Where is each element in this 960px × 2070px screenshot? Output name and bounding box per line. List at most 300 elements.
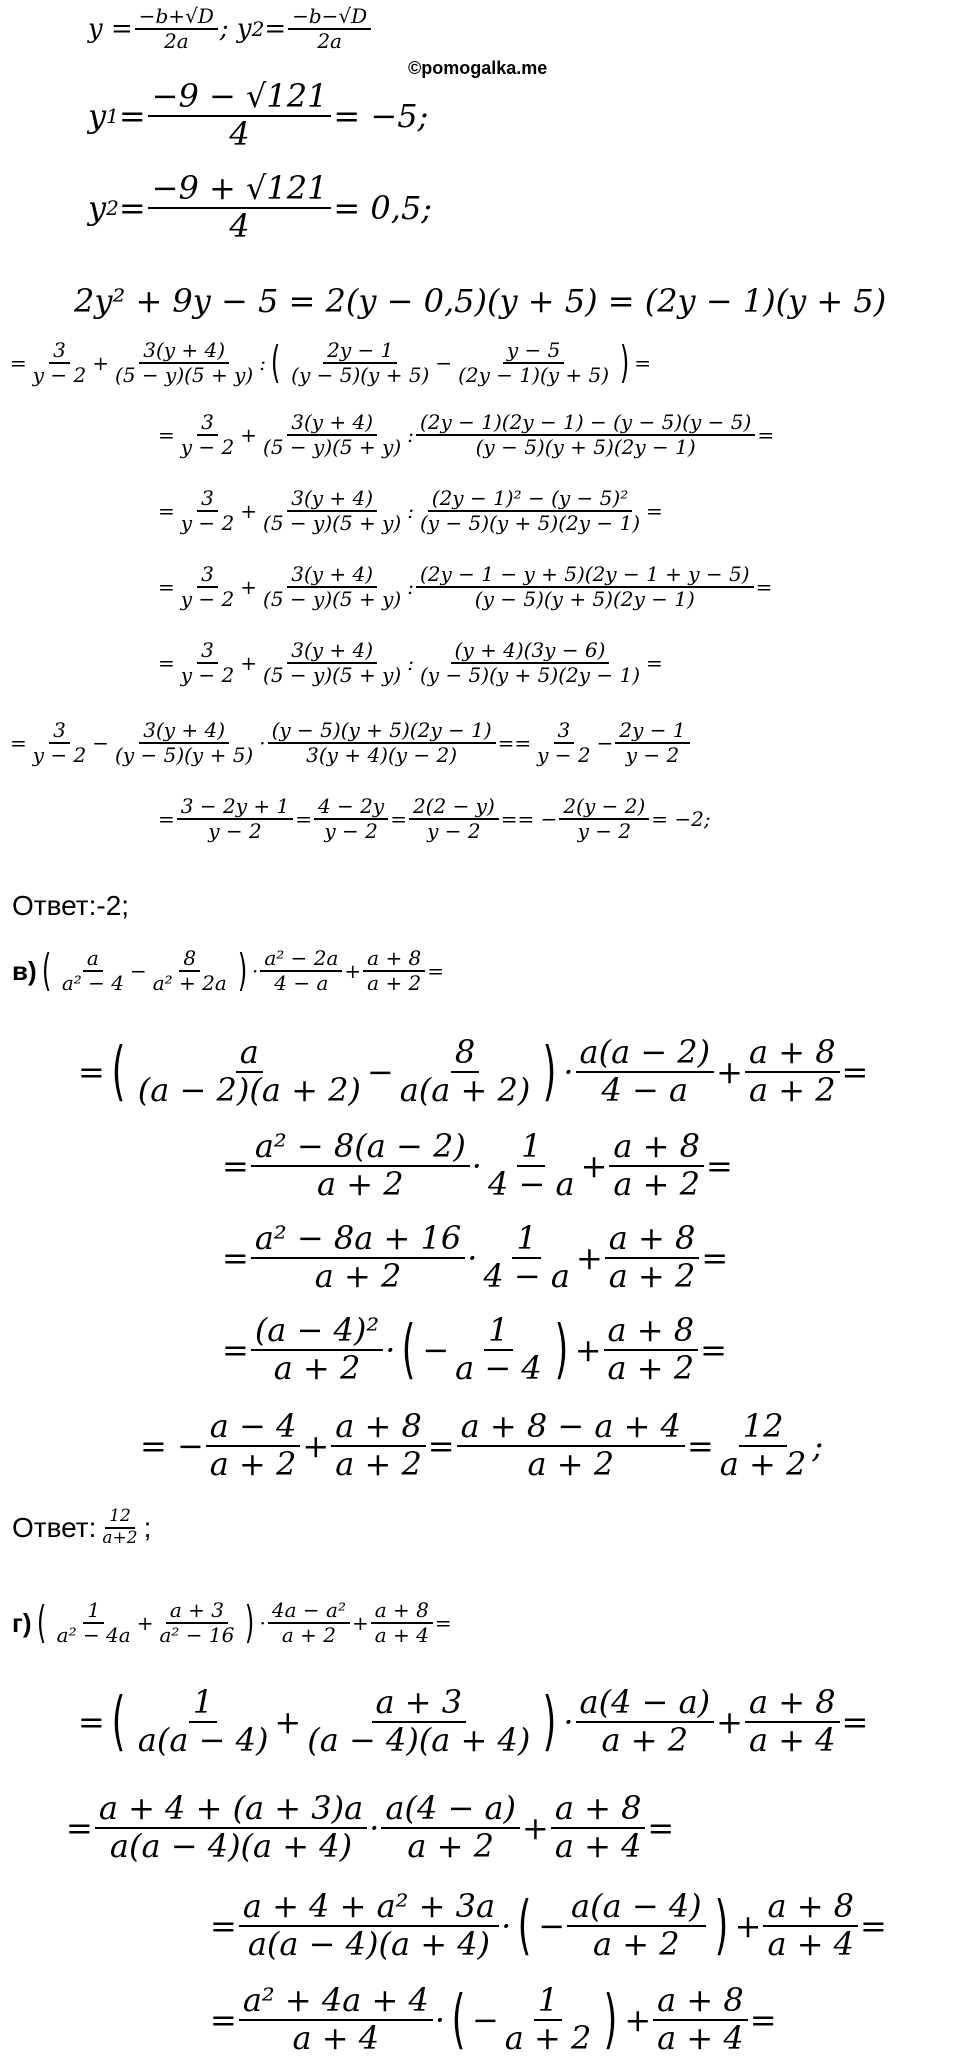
- subscript: 1: [106, 103, 119, 128]
- numerator: a² − 2a: [260, 948, 342, 972]
- denominator: a − 4: [455, 1348, 542, 1387]
- fraction: [149, 948, 231, 994]
- b-step2: [158, 412, 774, 458]
- roots-general-line: [88, 6, 373, 52]
- fraction: [615, 720, 689, 766]
- denominator: y − 2: [180, 435, 235, 459]
- b-step5: [158, 640, 663, 686]
- numerator: 2y − 1: [323, 340, 397, 364]
- numerator: a² − 8a + 16: [251, 1222, 465, 1259]
- parenthesis: ): [542, 1034, 557, 1109]
- expr-text: +: [240, 499, 258, 523]
- denominator: a + 2: [748, 1070, 836, 1109]
- b-step6: [10, 720, 692, 766]
- numerator: a(4 − a): [381, 1792, 520, 1829]
- denominator: a(a − 4)(a + 4): [247, 1924, 491, 1963]
- parenthesis: ): [237, 945, 248, 996]
- g-step1: [78, 1683, 869, 1759]
- expr-text: +: [574, 1330, 602, 1369]
- expr-text: =: [118, 188, 146, 227]
- parenthesis: ): [554, 1312, 569, 1387]
- factorization-line: [74, 282, 886, 320]
- parenthesis: ): [542, 1684, 557, 1759]
- fraction: [533, 720, 595, 766]
- fraction: [371, 1600, 433, 1646]
- numerator: a + 8: [745, 1686, 840, 1723]
- numerator: 3: [49, 340, 70, 364]
- numerator: 3(y + 4): [287, 640, 377, 664]
- fraction: [363, 948, 425, 994]
- fraction: [111, 720, 257, 766]
- denominator: a + 2: [273, 1348, 361, 1387]
- expr-text: ·: [259, 1611, 266, 1635]
- var: y: [88, 188, 107, 227]
- denominator: y − 2: [32, 743, 87, 767]
- expr-text: =: [634, 351, 651, 375]
- numerator: −b−√D: [288, 6, 371, 30]
- denominator: a + 2: [317, 1164, 404, 1203]
- fraction: [303, 1683, 534, 1759]
- expr-text: = −5;: [333, 96, 429, 135]
- fraction: [314, 796, 388, 842]
- expr-text: ·: [259, 731, 266, 755]
- denominator: (5 − y)(5 + y): [263, 435, 402, 459]
- numerator: 3(y + 4): [287, 564, 377, 588]
- fraction: [501, 1981, 596, 2057]
- expr-text: =: [427, 1426, 455, 1465]
- denominator: a(a − 4): [137, 1720, 269, 1759]
- denominator: a(a + 2): [399, 1070, 531, 1109]
- denominator: a + 2: [593, 1924, 680, 1963]
- denominator: (y − 5)(y + 5): [291, 363, 430, 387]
- b-step7: [158, 796, 711, 842]
- denominator: 4 − a: [487, 1164, 575, 1203]
- numerator: a + 8: [371, 1600, 433, 1624]
- expr-text: +: [575, 1238, 603, 1277]
- numerator: a + 8: [745, 1036, 840, 1073]
- v-answer: [12, 1508, 151, 1548]
- fraction: [177, 412, 239, 458]
- fraction: [745, 1683, 840, 1759]
- fraction: [288, 6, 371, 52]
- root-y1-line: [88, 77, 429, 153]
- subscript: 2: [251, 17, 265, 41]
- fraction: [95, 1789, 367, 1865]
- denominator: y − 2: [180, 663, 235, 687]
- fraction: [259, 640, 405, 686]
- g-step3: [210, 1887, 887, 1963]
- expr-text: :: [259, 351, 266, 375]
- numerator: a(4 − a): [576, 1686, 715, 1723]
- expr-text: =: [427, 959, 445, 983]
- v-step2: [222, 1127, 733, 1203]
- fraction: [260, 948, 342, 994]
- numerator: 8: [179, 948, 200, 972]
- expr-text: =: [10, 351, 27, 375]
- parenthesis: (: [517, 1888, 532, 1963]
- expr-text: ·: [385, 1330, 396, 1369]
- numerator: 2(y − 2): [559, 796, 649, 820]
- expr-text: =: [757, 423, 775, 447]
- fraction: [58, 948, 128, 994]
- expr-text: ·: [434, 2000, 445, 2039]
- fraction: [331, 1407, 426, 1483]
- fraction: [479, 1219, 574, 1295]
- numerator: a: [236, 1036, 263, 1073]
- fraction: [53, 1600, 135, 1646]
- denominator: a + 2: [607, 1348, 695, 1387]
- expr-text: ·: [251, 959, 259, 983]
- expr-text: =: [264, 14, 287, 44]
- v-task: [12, 945, 445, 996]
- numerator: 3: [197, 488, 218, 512]
- expr-text: =: [210, 2000, 237, 2039]
- expr-text: :: [407, 499, 414, 523]
- expr-text: ;: [812, 1426, 824, 1465]
- numerator: a: [83, 948, 103, 972]
- fraction: [609, 1127, 704, 1203]
- denominator: y − 2: [180, 511, 235, 535]
- fraction: [251, 1219, 465, 1295]
- fraction: [576, 1033, 715, 1109]
- subscript: 2: [106, 195, 119, 220]
- expr-text: −: [366, 1052, 394, 1091]
- parenthesis: (: [36, 1597, 46, 1648]
- numerator: 3 − 2y + 1: [177, 796, 293, 820]
- denominator: 4: [229, 114, 250, 153]
- numerator: 1: [517, 1130, 545, 1167]
- numerator: −9 + √121: [148, 172, 332, 209]
- denominator: a + 4: [767, 1924, 855, 1963]
- denominator: a + 2: [613, 1164, 700, 1203]
- denominator: a² − 4: [61, 971, 124, 995]
- denominator: (a − 4)(a + 4): [307, 1720, 531, 1759]
- denominator: (5 − y)(5 + y): [115, 363, 254, 387]
- fraction: [457, 1407, 685, 1483]
- numerator: 3(y + 4): [139, 340, 229, 364]
- expr-text: +: [240, 575, 258, 599]
- numerator: (2y − 1 − y + 5)(2y − 1 + y − 5): [416, 564, 754, 588]
- denominator: 4: [229, 206, 250, 245]
- expr-text: =: [210, 1906, 237, 1945]
- numerator: 3(y + 4): [287, 488, 377, 512]
- g-label: г): [12, 1607, 32, 1638]
- expr-text: =: [158, 651, 175, 675]
- numerator: (y + 4)(3y − 6): [451, 640, 610, 664]
- numerator: 2y − 1: [615, 720, 689, 744]
- expr-text: =: [118, 96, 146, 135]
- watermark: ©pomogalka.me: [408, 58, 548, 78]
- denominator: y − 2: [577, 819, 632, 843]
- fraction: [134, 1683, 273, 1759]
- fraction: [135, 6, 218, 52]
- numerator: a + 8: [605, 1222, 700, 1259]
- denominator: (5 − y)(5 + y): [263, 663, 402, 687]
- fraction: [653, 1981, 748, 2057]
- denominator: a + 2: [719, 1444, 807, 1483]
- expr-text: −: [92, 731, 110, 755]
- expr-text: =: [686, 1426, 714, 1465]
- denominator: (5 − y)(5 + y): [263, 511, 402, 535]
- fraction: [416, 564, 754, 610]
- g-step4: [210, 1981, 777, 2057]
- denominator: 2a: [163, 29, 189, 53]
- expr-text: ·: [471, 1146, 482, 1185]
- expr-text: 2y² + 9y − 5 = 2(y − 0,5)(y + 5) = (2y − 1)(y + 5): [74, 282, 887, 320]
- expr-text: +: [580, 1146, 608, 1185]
- expr-text: ·: [563, 1052, 574, 1091]
- expr-text: == −: [500, 807, 558, 831]
- denominator: a(a − 4)(a + 4): [109, 1826, 353, 1865]
- numerator: 3: [197, 640, 218, 664]
- fraction: [134, 1033, 365, 1109]
- expr-text: ; y: [219, 14, 252, 44]
- fraction: [416, 640, 644, 686]
- fraction: [605, 1219, 700, 1295]
- denominator: a + 2: [209, 1444, 297, 1483]
- denominator: a + 2: [407, 1826, 494, 1865]
- expr-text: =: [705, 1146, 733, 1185]
- answer-label: Ответ:: [12, 1511, 97, 1543]
- expr-text: +: [734, 1906, 762, 1945]
- expr-text: =: [158, 575, 175, 599]
- fraction: [454, 340, 613, 386]
- denominator: a + 2: [367, 971, 422, 995]
- numerator: 1: [83, 1600, 104, 1624]
- expr-text: =: [222, 1146, 249, 1185]
- fraction: [206, 1407, 301, 1483]
- denominator: y − 2: [625, 743, 680, 767]
- denominator: 2a: [317, 29, 342, 53]
- expr-text: −: [129, 959, 147, 983]
- denominator: (a − 2)(a + 2): [137, 1070, 361, 1109]
- expr-text: :: [407, 575, 414, 599]
- fraction: [416, 488, 644, 534]
- numerator: a(a − 4): [567, 1890, 706, 1927]
- numerator: a + 8: [363, 948, 425, 972]
- denominator: a + 2: [527, 1444, 615, 1483]
- numerator: 2(2 − y): [409, 796, 499, 820]
- expr-text: =: [158, 499, 175, 523]
- numerator: 1: [512, 1222, 540, 1259]
- fraction: [239, 1887, 499, 1963]
- denominator: a + 4: [374, 1623, 429, 1647]
- numerator: 3(y + 4): [287, 412, 377, 436]
- v-label: в): [12, 955, 37, 986]
- numerator: (y − 5)(y + 5)(2y − 1): [268, 720, 496, 744]
- expr-text: = −: [140, 1426, 204, 1465]
- expr-text: +: [240, 423, 258, 447]
- fraction: [251, 1127, 470, 1203]
- denominator: a + 2: [281, 1623, 336, 1647]
- fraction: [559, 796, 649, 842]
- numerator: a + 8 − a + 4: [457, 1410, 685, 1447]
- expr-text: +: [351, 1611, 369, 1635]
- parenthesis: (: [111, 1684, 126, 1759]
- expr-text: ·: [563, 1702, 574, 1741]
- expr-text: =: [295, 807, 312, 831]
- denominator: a + 4: [748, 1720, 836, 1759]
- numerator: a² − 8(a − 2): [251, 1130, 470, 1167]
- fraction: [259, 488, 405, 534]
- numerator: y − 5: [503, 340, 565, 364]
- parenthesis: ): [603, 1982, 618, 2057]
- expr-text: −: [596, 731, 614, 755]
- numerator: 12: [739, 1410, 788, 1447]
- numerator: 3: [197, 412, 218, 436]
- fraction: [604, 1311, 699, 1387]
- expr-text: −: [422, 1330, 450, 1369]
- expr-text: =: [749, 2000, 777, 2039]
- expr-text: +: [624, 2000, 652, 2039]
- numerator: −9 − √121: [148, 80, 332, 117]
- denominator: (2y − 1)(y + 5): [458, 363, 610, 387]
- fraction: [268, 1600, 350, 1646]
- denominator: a + 4: [292, 2018, 380, 2057]
- fraction: [716, 1407, 811, 1483]
- b-step3: [158, 488, 663, 534]
- denominator: a + 4: [657, 2018, 744, 2057]
- numerator: −b+√D: [135, 6, 218, 30]
- numerator: a + 8: [609, 1130, 704, 1167]
- expr-text: =: [841, 1702, 869, 1741]
- denominator: (5 − y)(5 + y): [263, 587, 402, 611]
- expr-text: =: [158, 807, 175, 831]
- expr-text: =: [700, 1330, 727, 1369]
- numerator: a + 4 + a² + 3a: [239, 1890, 499, 1927]
- numerator: a + 8: [604, 1314, 699, 1351]
- denominator: (y − 5)(y + 5)(2y − 1): [419, 511, 641, 535]
- expr-text: ·: [501, 1906, 512, 1945]
- expr-text: +: [274, 1702, 302, 1741]
- expr-text: =: [222, 1238, 249, 1277]
- denominator: 4 − a: [601, 1070, 689, 1109]
- v-step4: [222, 1311, 727, 1387]
- b-step4: [158, 564, 772, 610]
- numerator: 3: [49, 720, 70, 744]
- g-step2: [66, 1789, 675, 1865]
- expr-text: y =: [88, 14, 133, 44]
- b-step1: [10, 337, 651, 388]
- denominator: a + 2: [601, 1720, 689, 1759]
- denominator: 4 − a: [274, 971, 329, 995]
- fraction: [177, 796, 293, 842]
- denominator: a² − 4a: [56, 1623, 131, 1647]
- fraction: [551, 1789, 646, 1865]
- denominator: a + 2: [504, 2018, 592, 2057]
- expr-text: =: [78, 1702, 105, 1741]
- numerator: 1: [484, 1314, 512, 1351]
- fraction: [451, 1311, 546, 1387]
- numerator: 12: [105, 1508, 135, 1529]
- parenthesis: (: [111, 1034, 126, 1109]
- parenthesis: (: [451, 1982, 466, 2057]
- expr-text: ==: [497, 731, 532, 755]
- denominator: a + 2: [314, 1256, 402, 1295]
- denominator: (y − 5)(y + 5)(2y − 1): [419, 663, 641, 687]
- numerator: 3(y + 4): [139, 720, 229, 744]
- denominator: y − 2: [32, 363, 87, 387]
- expr-text: +: [344, 959, 362, 983]
- parenthesis: (: [270, 337, 281, 388]
- fraction: [177, 640, 239, 686]
- fraction: [409, 796, 499, 842]
- parenthesis: (: [41, 945, 51, 996]
- numerator: a + 3: [166, 1600, 228, 1624]
- denominator: a + 2: [608, 1256, 696, 1295]
- fraction: [396, 1033, 535, 1109]
- expr-text: ·: [467, 1238, 478, 1277]
- fraction: [29, 720, 91, 766]
- fraction: [287, 340, 433, 386]
- denominator: y − 2: [324, 819, 378, 843]
- var: y: [88, 96, 107, 135]
- numerator: a² + 4a + 4: [239, 1984, 433, 2021]
- expr-text: +: [92, 351, 110, 375]
- expr-text: =: [10, 731, 27, 755]
- numerator: a + 8: [331, 1410, 426, 1447]
- v-step3: [222, 1219, 729, 1295]
- numerator: 4a − a²: [268, 1600, 350, 1624]
- expr-text: :: [407, 423, 414, 447]
- denominator: a + 2: [335, 1444, 422, 1483]
- fraction: [111, 340, 257, 386]
- denominator: y − 2: [208, 819, 262, 843]
- expr-text: ·: [369, 1808, 380, 1847]
- expr-text: +: [716, 1052, 743, 1091]
- expr-text: =: [434, 1611, 452, 1635]
- expr-text: =: [860, 1906, 887, 1945]
- fraction: [148, 77, 332, 153]
- expr-text: =: [646, 499, 663, 523]
- expr-text: =: [841, 1052, 869, 1091]
- numerator: a + 8: [763, 1890, 858, 1927]
- denominator: (y − 5)(y + 5): [115, 743, 254, 767]
- denominator: 4 − a: [483, 1256, 570, 1295]
- expr-text: +: [522, 1808, 549, 1847]
- parenthesis: ): [714, 1888, 729, 1963]
- expr-text: = −2;: [651, 807, 711, 831]
- numerator: 3: [554, 720, 575, 744]
- expr-text: =: [701, 1238, 729, 1277]
- parenthesis: ): [619, 337, 630, 388]
- expr-text: +: [240, 651, 258, 675]
- expr-text: =: [66, 1808, 93, 1847]
- expr-text: −: [471, 2000, 499, 2039]
- fraction: [259, 412, 405, 458]
- fraction: [251, 1311, 383, 1387]
- fraction: [239, 1981, 433, 2057]
- fraction: [745, 1033, 840, 1109]
- fraction: [416, 412, 755, 458]
- fraction: [98, 1508, 141, 1548]
- expr-text: =: [78, 1052, 105, 1091]
- b-answer: Ответ:-2;: [12, 890, 130, 921]
- denominator: a² − 16: [159, 1623, 235, 1647]
- numerator: a + 4 + (a + 3)a: [95, 1792, 367, 1829]
- numerator: (2y − 1)² − (y − 5)²: [428, 488, 632, 512]
- numerator: 3: [197, 564, 218, 588]
- fraction: [259, 564, 405, 610]
- expr-text: :: [407, 651, 414, 675]
- numerator: a(a − 2): [576, 1036, 715, 1073]
- numerator: (2y − 1)(2y − 1) − (y − 5)(y − 5): [416, 412, 755, 436]
- numerator: a + 8: [653, 1984, 748, 2021]
- v-step5: [140, 1407, 824, 1483]
- denominator: 3(y + 4)(y − 2): [306, 743, 458, 767]
- denominator: y − 2: [427, 819, 481, 843]
- expr-text: −: [435, 351, 453, 375]
